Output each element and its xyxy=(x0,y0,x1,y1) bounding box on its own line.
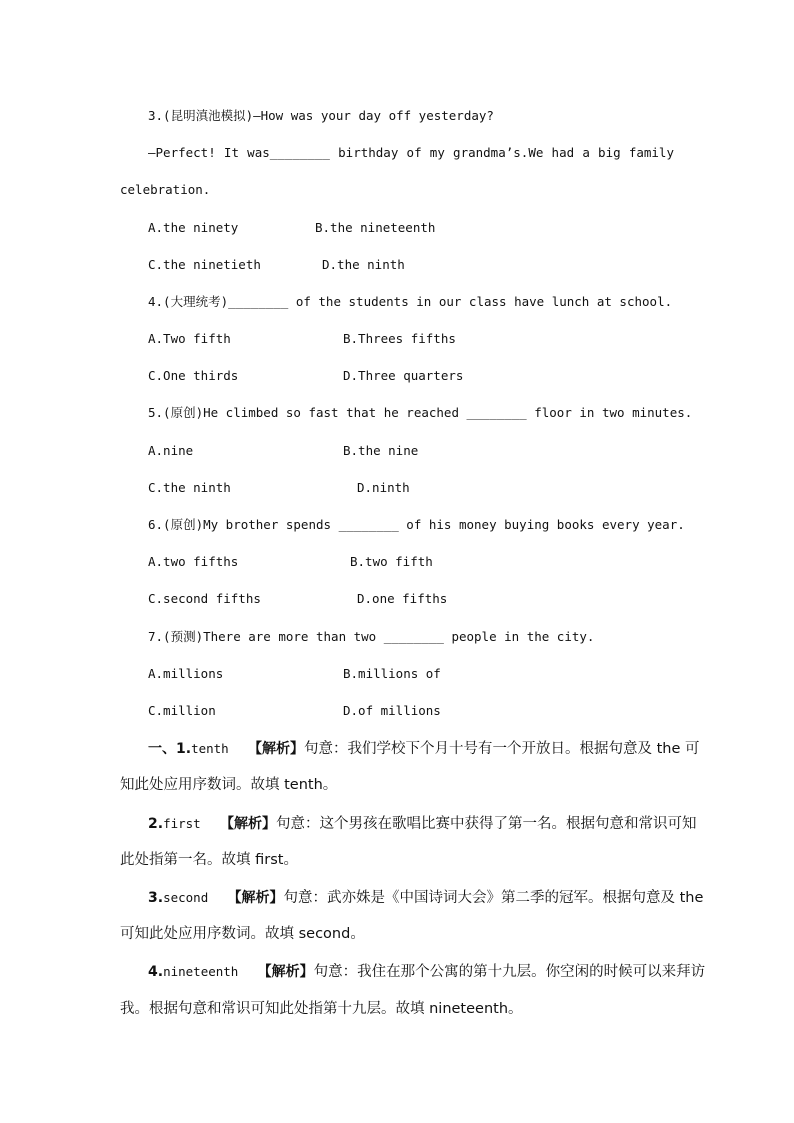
question-4-stem: 4.(大理统考)________ of the students in our class have lunch at school. xyxy=(148,294,673,309)
question-4-option-a: A.Two fifth xyxy=(148,331,231,346)
answer-3-line-1 xyxy=(148,887,703,908)
question-7-option-d: D.of millions xyxy=(343,703,441,718)
question-6-option-a: A.two fifths xyxy=(148,554,239,569)
question-3-dialog-continued: celebration. xyxy=(120,182,211,197)
answer-4-line-2: 我。根据句意和常识可知此处指第十九层。故填 nineteenth。 xyxy=(120,1001,523,1017)
answer-2-explanation: 句意：这个男孩在歌唱比赛中获得了第一名。根据句意和常识可知 xyxy=(275,816,697,832)
question-5-option-c: C.the ninth xyxy=(148,480,231,495)
question-5-stem: 5.(原创)He climbed so fast that he reached ________ floor in two minutes. xyxy=(148,405,693,420)
answer-1-tag: 【解析】 xyxy=(247,741,304,757)
answer-2-number: 2. xyxy=(148,816,164,832)
answer-1-explanation: 句意：我们学校下个月十号有一个开放日。根据句意及 the 可 xyxy=(303,741,700,757)
answer-3-number: 3. xyxy=(148,890,164,906)
question-5-option-a: A.nine xyxy=(148,443,194,458)
answer-3-tag: 【解析】 xyxy=(227,890,284,906)
question-3-stem: 3.(昆明滇池模拟)—How was your day off yesterday? xyxy=(148,108,494,123)
answer-2-line-1 xyxy=(148,813,696,834)
question-6-option-d: D.one fifths xyxy=(357,591,448,606)
question-7-option-c: C.million xyxy=(148,703,216,718)
question-3-option-d: D.the ninth xyxy=(322,257,405,272)
question-3-option-b: B.the nineteenth xyxy=(315,220,436,235)
answer-1-number: 一、1. xyxy=(148,741,192,757)
answer-3-explanation: 句意：武亦姝是《中国诗词大会》第二季的冠军。根据句意及 the xyxy=(283,890,704,906)
answer-3-word: second xyxy=(163,890,209,905)
answer-3-line-2: 可知此处应用序数词。故填 second。 xyxy=(120,926,365,942)
answer-4-line-1 xyxy=(148,961,705,982)
question-4-option-c: C.One thirds xyxy=(148,368,239,383)
answer-4-tag: 【解析】 xyxy=(257,964,314,980)
answer-2-tag: 【解析】 xyxy=(219,816,276,832)
answer-1-word: tenth xyxy=(191,741,229,756)
question-3-dialog: —Perfect! It was________ birthday of my grandma’s.We had a big family xyxy=(148,145,674,160)
question-5-option-b: B.the nine xyxy=(343,443,419,458)
question-7-stem: 7.(预测)There are more than two ________ people in the city. xyxy=(148,629,595,644)
question-6-option-c: C.second fifths xyxy=(148,591,261,606)
answer-4-word: nineteenth xyxy=(163,964,239,979)
question-7-option-a: A.millions xyxy=(148,666,224,681)
answer-1-line-2: 知此处应用序数词。故填 tenth。 xyxy=(120,777,338,793)
question-6-stem: 6.(原创)My brother spends ________ of his money buying books every year. xyxy=(148,517,685,532)
question-3-option-a: A.the ninety xyxy=(148,220,239,235)
question-6-option-b: B.two fifth xyxy=(350,554,433,569)
answer-4-explanation: 句意：我住在那个公寓的第十九层。你空闲的时候可以来拜访 xyxy=(313,964,706,980)
answer-1-line-1 xyxy=(148,738,699,759)
question-4-option-d: D.Three quarters xyxy=(343,368,464,383)
answer-2-word: first xyxy=(163,816,201,831)
answer-2-line-2: 此处指第一名。故填 first。 xyxy=(120,852,298,868)
question-5-option-d: D.ninth xyxy=(357,480,410,495)
answer-4-number: 4. xyxy=(148,964,164,980)
question-4-option-b: B.Threes fifths xyxy=(343,331,456,346)
question-7-option-b: B.millions of xyxy=(343,666,441,681)
question-3-option-c: C.the ninetieth xyxy=(148,257,261,272)
